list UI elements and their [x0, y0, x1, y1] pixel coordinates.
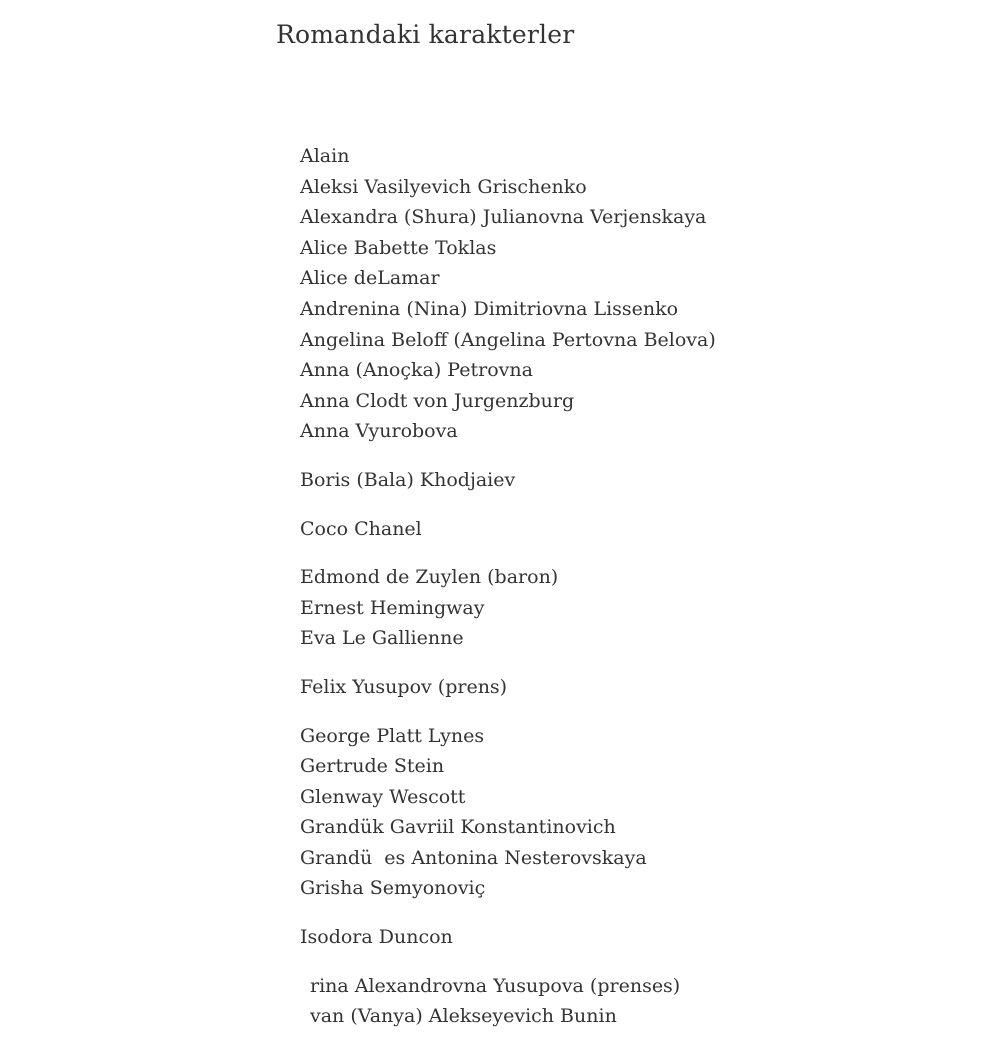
letter-group-i [300, 922, 940, 953]
letter-group-b [300, 465, 940, 496]
list-item: Alice Babette Toklas [300, 236, 497, 259]
list-item: Eva Le Gallienne [300, 627, 464, 650]
letter-group-f [300, 672, 940, 703]
list-item: Anna Vyurobova [300, 420, 458, 443]
list-item: Felix Yusupov (prens) [300, 675, 508, 698]
list-item: Edmond de Zuylen (baron) [300, 566, 559, 589]
list-item: Grisha Semyonoviç [300, 877, 486, 900]
list-item: Ernest Hemingway [300, 596, 485, 619]
list-item: Boris (Bala) Khodjaiev [300, 468, 516, 491]
list-item: Grandük Gavriil Konstantinovich [300, 816, 616, 839]
letter-group-c [300, 514, 940, 545]
list-item: Angelina Beloff (Angelina Pertovna Belova) [300, 328, 716, 351]
list-item: Anna Clodt von Jurgenzburg [300, 389, 575, 412]
list-item: Alain [300, 145, 350, 167]
list-item: Gertrude Stein [300, 755, 445, 778]
letter-group-a [300, 141, 940, 447]
letter-group-e [300, 562, 940, 654]
list-item: van (Vanya) Alekseyevich Bunin [310, 1005, 617, 1028]
list-item: Alice deLamar [300, 267, 440, 290]
list-item: rina Alexandrovna Yusupova (prenses) [310, 974, 681, 997]
list-item: Anna (Anoçka) Petrovna [300, 359, 533, 382]
letter-group-g [300, 721, 940, 905]
list-item: Coco Chanel [300, 517, 422, 540]
list-item: George Platt Lynes [300, 724, 485, 747]
list-item: Glenway Wescott [300, 785, 466, 808]
list-item: Grandü es Antonina Nesterovskaya [300, 846, 647, 869]
character-list [300, 141, 940, 1050]
list-item: Alexandra (Shura) Julianovna Verjenskaya [300, 206, 707, 229]
letter-group-i-dotted [300, 971, 940, 1032]
list-item: Isodora Duncon [300, 926, 453, 949]
page-title: Romandaki karakterler [276, 20, 575, 49]
list-item: Andrenina (Nina) Dimitriovna Lissenko [300, 297, 679, 320]
list-item: Aleksi Vasilyevich Grischenko [300, 175, 587, 198]
